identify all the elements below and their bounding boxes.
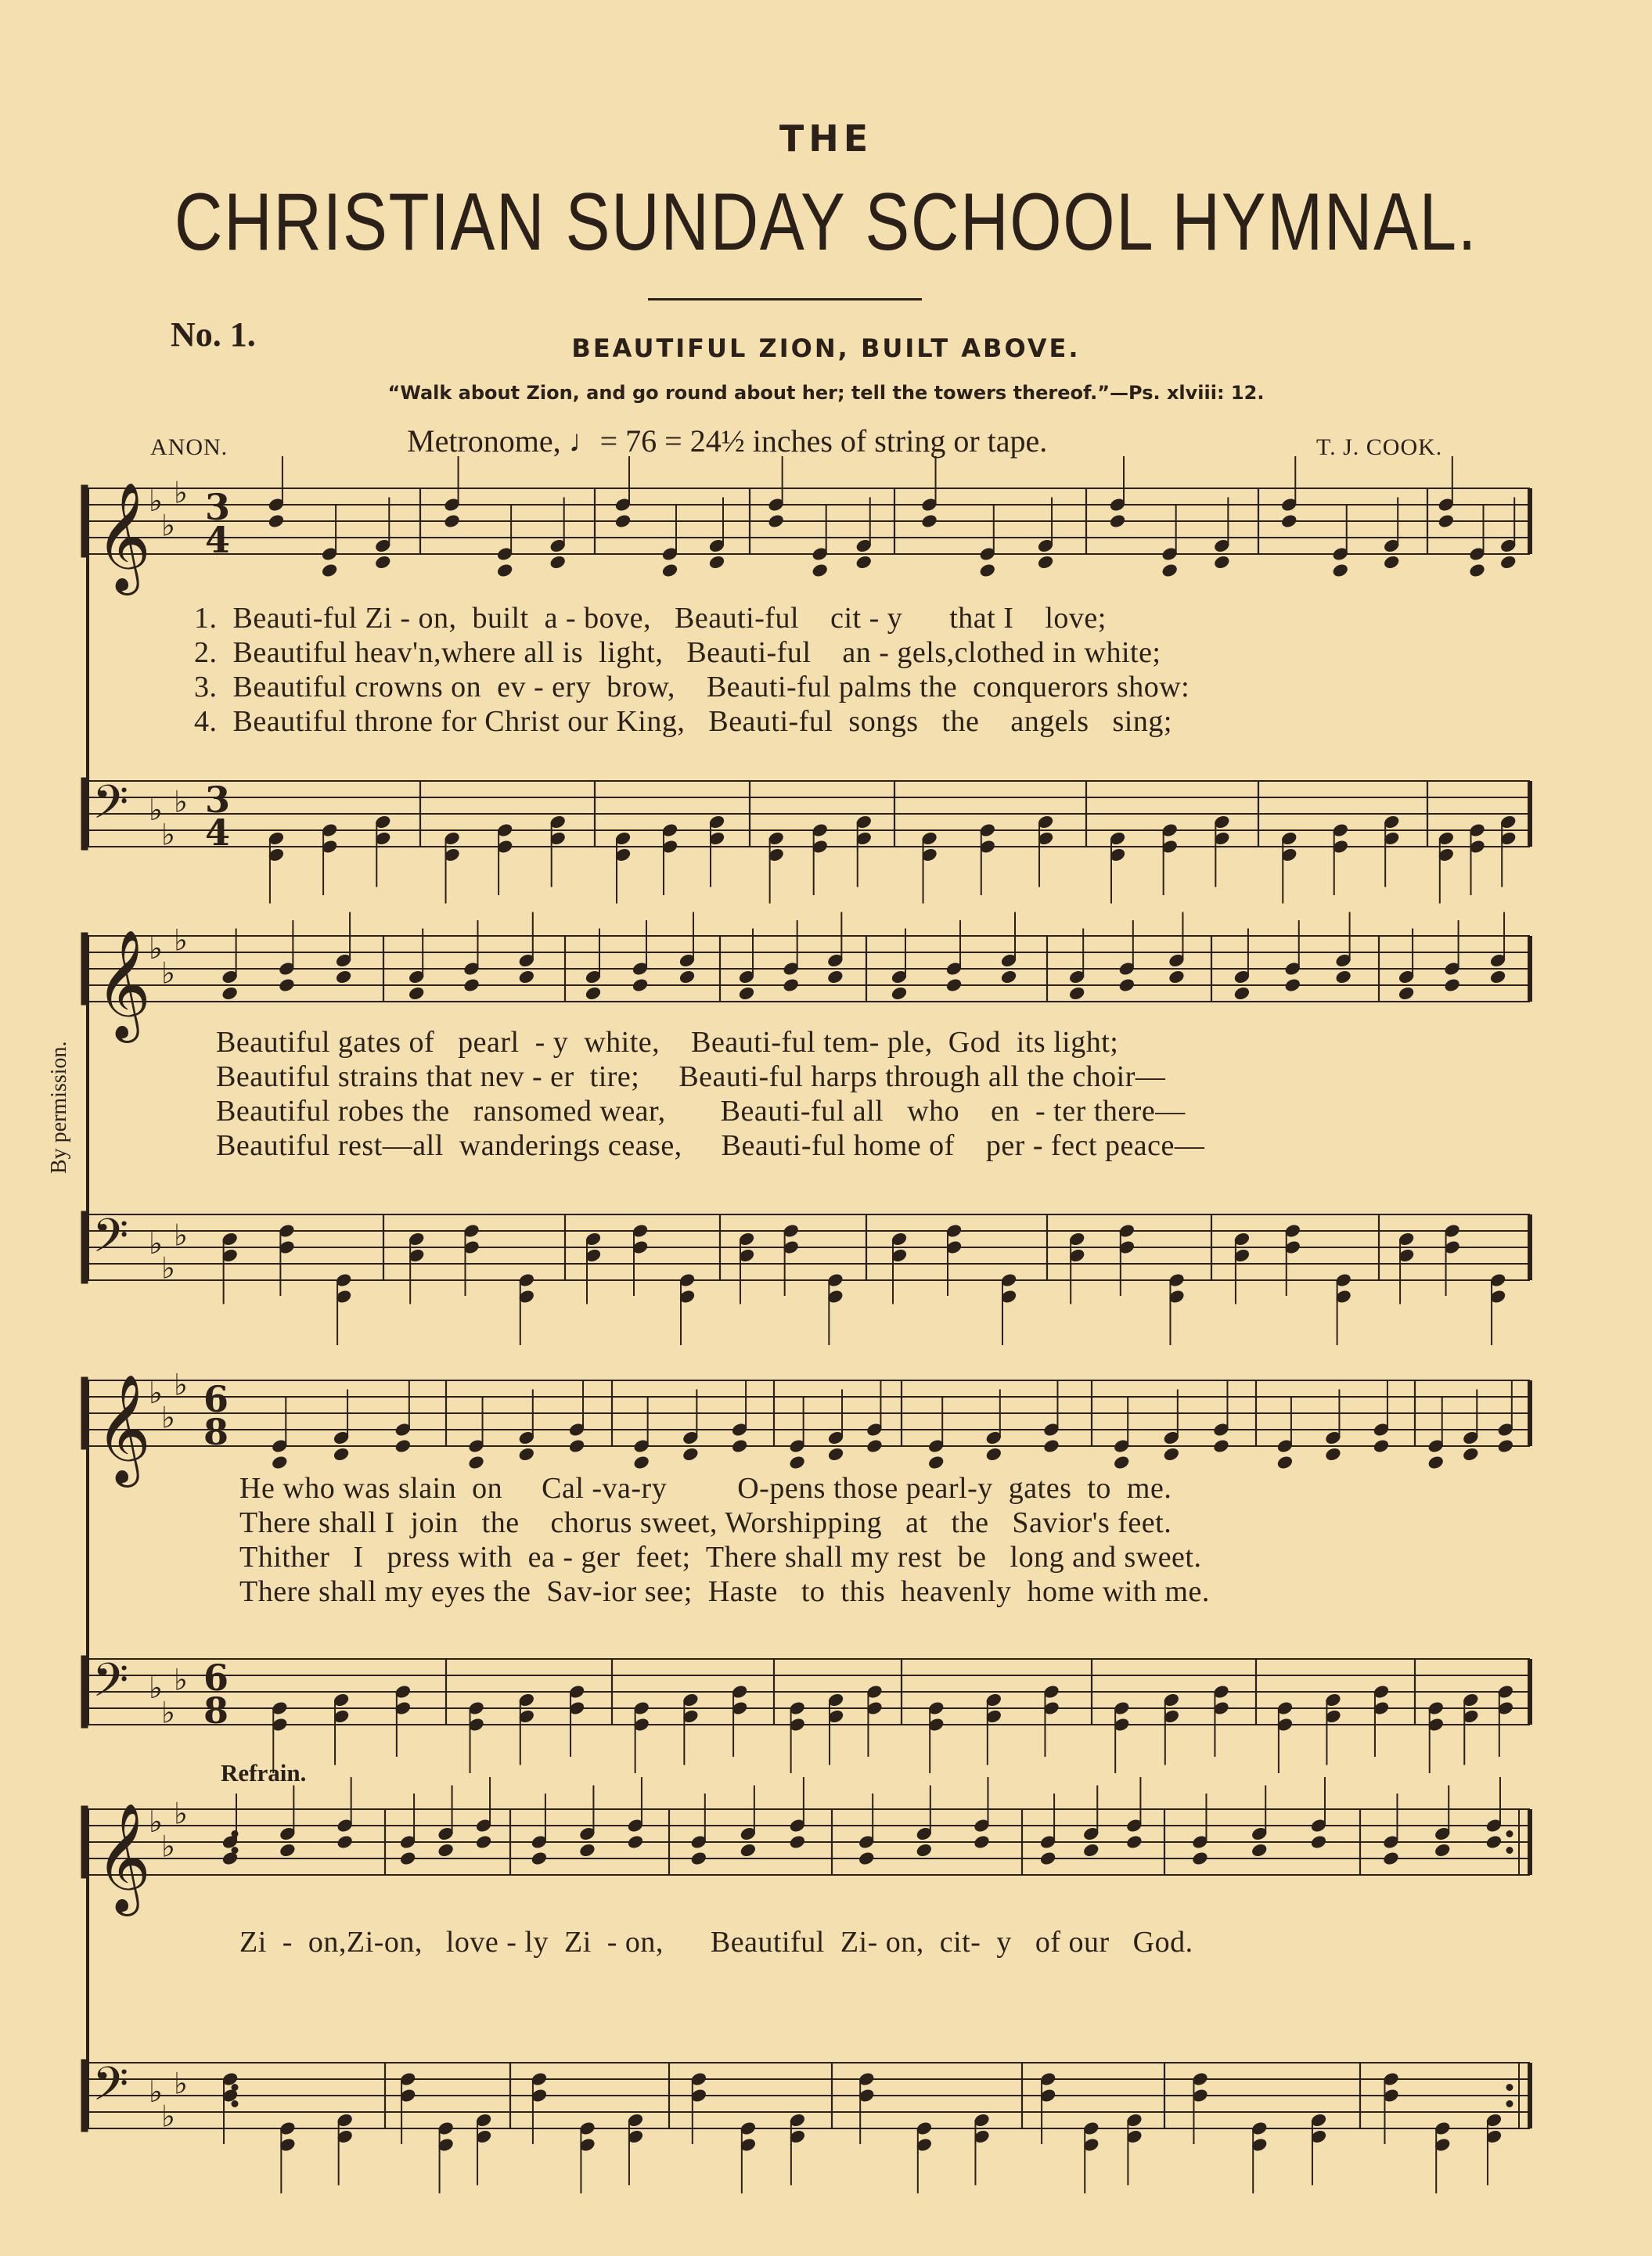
- note-head: [399, 1851, 416, 1866]
- note-head: [1462, 1447, 1479, 1462]
- note-head: [1082, 1843, 1100, 1858]
- note-head: [783, 977, 800, 992]
- permission-note: By permission.: [47, 1041, 71, 1174]
- note-head: [740, 1843, 757, 1858]
- note-head: [394, 1438, 412, 1453]
- note-head: [974, 1834, 991, 1849]
- flat-sign: ♭: [161, 2099, 175, 2134]
- note-head: [337, 1834, 354, 1849]
- note-head: [271, 1455, 288, 1470]
- note-head: [812, 563, 829, 577]
- note-head: [1398, 986, 1415, 1001]
- note-head: [1383, 1851, 1400, 1866]
- note-head: [1213, 555, 1230, 570]
- note-head: [278, 977, 295, 992]
- note-head: [1280, 513, 1297, 528]
- bracket-cap: [81, 778, 88, 850]
- flat-sign: ♭: [174, 475, 188, 510]
- words-attribution: T. J. COOK.: [1316, 434, 1443, 460]
- note-head: [1284, 977, 1301, 992]
- chorus-line-4: There shall my eyes the Sav-ior see; Haste to this heavenly home with me.: [239, 1575, 1210, 1608]
- time-signature-bottom: 8: [203, 1411, 229, 1453]
- note-head: [1118, 977, 1136, 992]
- note-head: [579, 1843, 596, 1858]
- flat-sign: ♭: [161, 1400, 175, 1435]
- bass-clef-icon: 𝄢: [92, 2056, 129, 2122]
- metronome-marking: Metronome, ♩= 76 = 24½ inches of string or tape.: [407, 423, 1048, 459]
- time-signature-top: 3: [205, 486, 231, 528]
- note-head: [475, 1834, 492, 1849]
- note-head: [408, 986, 425, 1001]
- time-signature-bottom: 8: [203, 1689, 229, 1732]
- note-head: [268, 513, 285, 528]
- hymn-number: No. 1.: [171, 315, 256, 354]
- epigraph: “Walk about Zion, and go round about her; tell the towers thereof.”—Ps. xlviii: 12.: [387, 382, 1265, 404]
- note-head: [221, 986, 239, 1001]
- flat-sign: ♭: [149, 1804, 163, 1839]
- bass-clef-icon: 𝄢: [92, 1207, 129, 1274]
- note-head: [1109, 513, 1126, 528]
- flat-sign: ♭: [149, 1226, 163, 1261]
- time-signature-top: 3: [205, 779, 231, 821]
- verse-line-2: Beautiful strains that nev - er tire; Beauti-ful harps through all the choir—: [216, 1060, 1166, 1093]
- note-head: [1113, 1455, 1130, 1470]
- note-head: [826, 970, 844, 984]
- note-head: [985, 1447, 1002, 1462]
- note-head: [333, 1447, 350, 1462]
- repeat-dot: [232, 1848, 238, 1854]
- chorus-line-1: He who was slain on Cal -va-ry O-pens those pearl-y gates to me.: [239, 1472, 1172, 1505]
- flat-sign: ♭: [149, 793, 163, 827]
- note-head: [682, 1447, 699, 1462]
- note-head: [1438, 513, 1455, 528]
- flat-sign: ♭: [161, 508, 175, 543]
- book-title: CHRISTIAN SUNDAY SCHOOL HYMNAL.: [174, 177, 1478, 268]
- music-attribution: ANON.: [150, 434, 229, 460]
- note-head: [585, 986, 602, 1001]
- note-head: [1161, 563, 1179, 577]
- repeat-dot: [1506, 1831, 1513, 1837]
- note-head: [661, 563, 678, 577]
- note-head: [632, 977, 649, 992]
- note-head: [335, 970, 352, 984]
- bracket-cap: [81, 1211, 88, 1283]
- note-head: [678, 970, 696, 984]
- note-head: [568, 1438, 585, 1453]
- note-head: [827, 1447, 844, 1462]
- verse-line-4: 4. Beautiful throne for Christ our King, Beauti-ful songs the angels sing;: [194, 705, 1172, 738]
- note-head: [1125, 1834, 1143, 1849]
- time-signature-bottom: 4: [205, 811, 231, 854]
- note-head: [627, 1834, 644, 1849]
- repeat-dot: [1506, 2101, 1513, 2107]
- bass-clef-icon: 𝄢: [92, 1652, 129, 1718]
- verse-line-4: Beautiful rest—all wanderings cease, Beauti-ful home of per - fect peace—: [216, 1129, 1205, 1162]
- note-head: [518, 1447, 535, 1462]
- note-head: [1043, 1438, 1060, 1453]
- note-head: [690, 1851, 707, 1866]
- time-signature-top: 6: [203, 1378, 229, 1420]
- note-head: [549, 555, 567, 570]
- flat-sign: ♭: [161, 1250, 175, 1286]
- flat-sign: ♭: [161, 1829, 175, 1864]
- treble-clef-icon: 𝄞: [95, 1803, 151, 1912]
- repeat-dot: [232, 2101, 238, 2107]
- verse-line-3: Beautiful robes the ransomed wear, Beauti-ful all who en - ter there—: [216, 1095, 1186, 1128]
- note-head: [463, 977, 480, 992]
- book-label: THE: [779, 117, 873, 160]
- flat-sign: ♭: [174, 1218, 188, 1253]
- note-head: [1163, 1447, 1180, 1462]
- note-head: [1325, 1447, 1342, 1462]
- note-head: [1427, 1455, 1445, 1470]
- verse-line-2: 2. Beautiful heav'n,where all is light, Beauti-ful an - gels,clothed in white;: [194, 636, 1161, 669]
- note-head: [1444, 977, 1461, 992]
- note-head: [708, 555, 725, 570]
- note-head: [866, 1438, 884, 1453]
- note-head: [633, 1455, 650, 1470]
- note-head: [1276, 1455, 1294, 1470]
- flat-sign: ♭: [174, 784, 188, 819]
- note-head: [1497, 1438, 1514, 1453]
- note-head: [1434, 1843, 1451, 1858]
- flat-sign: ♭: [161, 1695, 175, 1730]
- note-head: [916, 1843, 933, 1858]
- flat-sign: ♭: [174, 1367, 188, 1402]
- chorus-line-2: There shall I join the chorus sweet, Worshipping at the Savior's feet.: [239, 1506, 1172, 1539]
- flat-sign: ♭: [149, 2074, 163, 2109]
- note-head: [1499, 555, 1517, 570]
- flat-sign: ♭: [161, 955, 175, 991]
- note-head: [1068, 986, 1085, 1001]
- note-head: [1332, 563, 1349, 577]
- flat-sign: ♭: [149, 484, 163, 518]
- treble-clef-icon: 𝄞: [95, 930, 151, 1038]
- flat-sign: ♭: [161, 817, 175, 852]
- treble-clef-icon: 𝄞: [95, 482, 151, 591]
- note-head: [1469, 563, 1486, 577]
- note-head: [731, 1438, 748, 1453]
- repeat-dot: [1506, 2085, 1513, 2091]
- bracket-cap: [81, 1806, 88, 1878]
- note-head: [927, 1455, 945, 1470]
- refrain-label: Refrain.: [221, 1759, 307, 1786]
- time-signature-bottom: 4: [205, 519, 231, 561]
- note-head: [1213, 1438, 1230, 1453]
- flat-sign: ♭: [149, 1376, 163, 1410]
- bracket-cap: [81, 1656, 88, 1728]
- repeat-dot: [1506, 1848, 1513, 1854]
- note-head: [891, 986, 908, 1001]
- note-head: [496, 563, 513, 577]
- note-head: [279, 1843, 296, 1858]
- note-head: [1310, 1834, 1327, 1849]
- note-head: [855, 555, 873, 570]
- hymn-title: BEAUTIFUL ZION, BUILT ABOVE.: [571, 333, 1081, 363]
- note-head: [1168, 970, 1186, 984]
- note-head: [1233, 986, 1251, 1001]
- note-head: [468, 1455, 485, 1470]
- verse-line-1: Beautiful gates of pearl - y white, Beauti-ful tem- ple, God its light;: [216, 1026, 1119, 1059]
- note-head: [789, 1455, 806, 1470]
- note-head: [321, 563, 338, 577]
- refrain-line: Zi - on,Zi-on, love - ly Zi - on, Beautiful Zi- on, cit- y of our God.: [239, 1926, 1193, 1959]
- note-head: [738, 986, 755, 1001]
- flat-sign: ♭: [174, 923, 188, 958]
- flat-sign: ♭: [174, 1662, 188, 1697]
- note-head: [768, 513, 785, 528]
- note-head: [858, 1851, 875, 1866]
- verse-line-3: 3. Beautiful crowns on ev - ery brow, Beauti-ful palms the conquerors show:: [194, 671, 1190, 703]
- note-head: [531, 1851, 548, 1866]
- treble-clef-icon: 𝄞: [95, 1374, 151, 1483]
- bracket-cap: [81, 2060, 88, 2132]
- note-head: [1489, 970, 1506, 984]
- chorus-line-3: Thither I press with ea - ger feet; There shall my rest be long and sweet.: [239, 1541, 1202, 1574]
- note-head: [1485, 1834, 1503, 1849]
- note-head: [1251, 1843, 1268, 1858]
- note-head: [1373, 1438, 1390, 1453]
- note-head: [1039, 1851, 1056, 1866]
- time-signature-top: 6: [203, 1657, 229, 1699]
- note-head: [614, 513, 632, 528]
- note-head: [1000, 970, 1017, 984]
- bracket-cap: [81, 1377, 88, 1449]
- flat-sign: ♭: [149, 931, 163, 966]
- note-head: [1192, 1851, 1209, 1866]
- verse-line-1: 1. Beauti-ful Zi - on, built a - bove, Beauti-ful cit - y that I love;: [194, 602, 1107, 635]
- note-head: [921, 513, 938, 528]
- note-head: [444, 513, 461, 528]
- note-head: [1335, 970, 1352, 984]
- note-head: [374, 555, 391, 570]
- flat-sign: ♭: [174, 2066, 188, 2101]
- repeat-dot: [232, 2085, 238, 2091]
- bracket-cap: [81, 933, 88, 1005]
- note-head: [979, 563, 996, 577]
- note-head: [518, 970, 535, 984]
- bass-clef-icon: 𝄢: [92, 774, 129, 840]
- note-head: [945, 977, 963, 992]
- note-head: [1383, 555, 1400, 570]
- bracket-cap: [81, 485, 88, 557]
- flat-sign: ♭: [149, 1671, 163, 1705]
- note-head: [789, 1834, 806, 1849]
- note-head: [1037, 555, 1054, 570]
- note-head: [437, 1843, 455, 1858]
- flat-sign: ♭: [174, 1796, 188, 1831]
